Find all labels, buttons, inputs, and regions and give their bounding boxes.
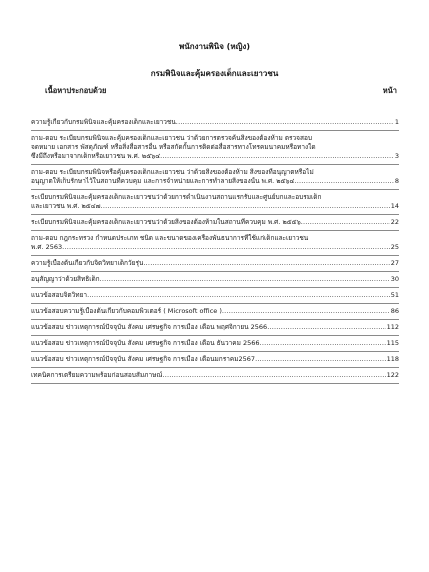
toc-entry-line [31,177,399,186]
entry-divider [31,287,399,288]
toc-entry [31,323,399,339]
toc-entry [31,134,399,168]
dot-leader [101,202,390,211]
entry-divider [31,230,399,231]
toc-entry [31,307,399,323]
toc-entry-text: ระเบียบกรมพินิจและคุ้มครองเด็กและเยาวชนว่าด้วยการดำเนินงานสถานแรกรับและศูนย์บกและอบรมเด็ก [31,193,322,201]
toc-entry [31,339,399,355]
entry-divider [31,164,399,165]
contents-label: เนื้อหาประกอบด้วย [45,86,107,95]
entry-divider [31,303,399,304]
toc-entry [31,291,399,307]
entry-divider [31,367,399,368]
entry-divider [31,351,399,352]
toc-entry [31,371,399,387]
toc-entry-text: ความรู้เบื้องต้นเกี่ยวกับจิตวิทยาเด็กวัยรุ่น [31,259,144,267]
toc-page-number: 115 [386,339,399,347]
dot-leader [267,323,385,332]
dot-leader [294,177,393,186]
page-column-label: หน้า [382,86,397,95]
toc-entry [31,275,399,291]
toc-entry-line [31,355,399,364]
toc-entry-line [31,202,399,211]
toc-entry-text: ถาม-ตอบ กฎกระทรวง กำหนดประเภท ชนิด และขนาดของเครื่องพันธนาการที่ใช้แก่เด็กและเยาวชน [31,234,309,242]
dot-leader [100,275,390,284]
table-of-contents [31,118,399,387]
entry-divider [31,189,399,190]
toc-entry-text: ถาม-ตอบ ระเบียบกรมพินิจและคุ้มครองเด็กและเยาวชน ว่าด้วยการตรวจค้นสิ่งของต้องห้าม ตรวจสอบ [31,134,312,142]
toc-page-number: 25 [390,243,399,251]
toc-entry [31,193,399,218]
dot-leader [62,243,390,252]
toc-entry [31,168,399,193]
toc-page-number: 122 [386,371,399,379]
toc-entry-line [31,118,399,127]
toc-page-number: 30 [390,275,399,283]
toc-entry-line [31,218,399,227]
toc-entry-text: ความรู้เกี่ยวกับกรมพินิจและคุ้มครองเด็กและเยาวชน [31,118,176,126]
dot-leader [162,371,385,380]
toc-entry [31,234,399,259]
toc-page-number: 86 [390,307,399,315]
document-title: พนักงานพินิจ (หญิง) [179,42,250,51]
toc-entry-line [31,371,399,380]
toc-entry-text: อนุญาตให้เก็บรักษาไว้ในสถานที่ควบคุม และการจำหน่ายและการทำลายสิ่งของนั้น พ.ศ. ๒๕๖๔ [31,177,295,185]
toc-page-number: 118 [386,355,399,363]
toc-page-number: 1 [394,118,399,126]
entry-divider [31,319,399,320]
toc-page-number: 22 [390,218,399,226]
toc-entry-text: ระเบียบกรมพินิจและคุ้มครองเด็กและเยาวชนว่าด้วยสิ่งของต้องห้ามในสถานที่ควบคุม พ.ศ. ๒๕๕๖ [31,218,301,226]
entry-divider [31,255,399,256]
document-subtitle: กรมพินิจและคุ้มครองเด็กและเยาวชน [150,69,279,78]
entry-divider [31,335,399,336]
toc-entry [31,259,399,275]
toc-page-number: 8 [394,177,399,185]
toc-page-number: 51 [390,291,399,299]
dot-leader [176,118,394,127]
dot-leader [255,355,386,364]
toc-entry [31,218,399,234]
toc-entry-text: แนวข้อสอบ ข่าวเหตุการณ์ปัจจุบัน สังคม เศรษฐกิจ การเมือง เดือน ธันวาคม 2566 [31,339,260,347]
toc-entry-text: และเยาวชน พ.ศ. ๒๕๔๗ [31,202,101,210]
toc-entry-line [31,307,399,316]
toc-entry-line [31,339,399,348]
toc-entry [31,355,399,371]
toc-entry-line [31,275,399,284]
toc-entry-line [31,152,399,161]
toc-entry [31,118,399,134]
toc-entry-text: แนวข้อสอบ ข่าวเหตุการณ์ปัจจุบัน สังคม เศรษฐกิจ การเมือง เดือน พฤศจิกายน 2566 [31,323,268,331]
toc-entry-text: แนวข้อสอบความรู้เบื้องต้นเกี่ยวกับคอมพิวเตอร์ ( Microsoft office ) [31,307,222,315]
dot-leader [160,152,394,161]
entry-divider [31,130,399,131]
entry-divider [31,271,399,272]
entry-divider [31,383,399,384]
toc-page-number: 14 [390,202,399,210]
toc-entry-text: ซึ่งมีถึงหรือมาจากเด็กหรือเยาวชน พ.ศ. ๒๕๖๔ [31,152,161,160]
toc-page-number: 3 [394,152,399,160]
dot-leader [143,259,389,268]
toc-entry-line [31,243,399,252]
toc-entry-text: แนวข้อสอบ ข่าวเหตุการณ์ปัจจุบัน สังคม เศรษฐกิจ การเมือง เดือนมกราคม2567 [31,355,256,363]
dot-leader [87,291,390,300]
toc-entry-line [31,323,399,332]
toc-entry-line [31,259,399,268]
toc-entry-text: เทคนิคการเตรียมความพร้อมก่อนสอบสัมภาษณ์ [31,371,163,379]
entry-divider [31,214,399,215]
toc-entry-text: พ.ศ. 2563 [31,243,63,251]
toc-entry-text: จดหมาย เอกสาร พัสดุภัณฑ์ หรือสิ่งสื่อสารอื่น หรือสกัดกั้นการติดต่อสื่อสารทางโทรคมนาคมหรือทางใด [31,143,316,151]
toc-page-number: 112 [386,323,399,331]
toc-page-number: 27 [390,259,399,267]
toc-entry-text: แนวข้อสอบจิตวิทยา [31,291,88,299]
toc-entry-line [31,291,399,300]
dot-leader [222,307,390,316]
toc-entry-text: ถาม-ตอบ ระเบียบกรมพินิจหรือคุ้มครองเด็กและเยาวชน ว่าด้วยสิ่งของต้องห้าม สิ่งของที่อนุญาตหรือไม่ [31,168,314,176]
dot-leader [301,218,390,227]
dot-leader [260,339,386,348]
toc-entry-text: อนุสัญญาว่าด้วยสิทธิเด็ก [31,275,100,283]
